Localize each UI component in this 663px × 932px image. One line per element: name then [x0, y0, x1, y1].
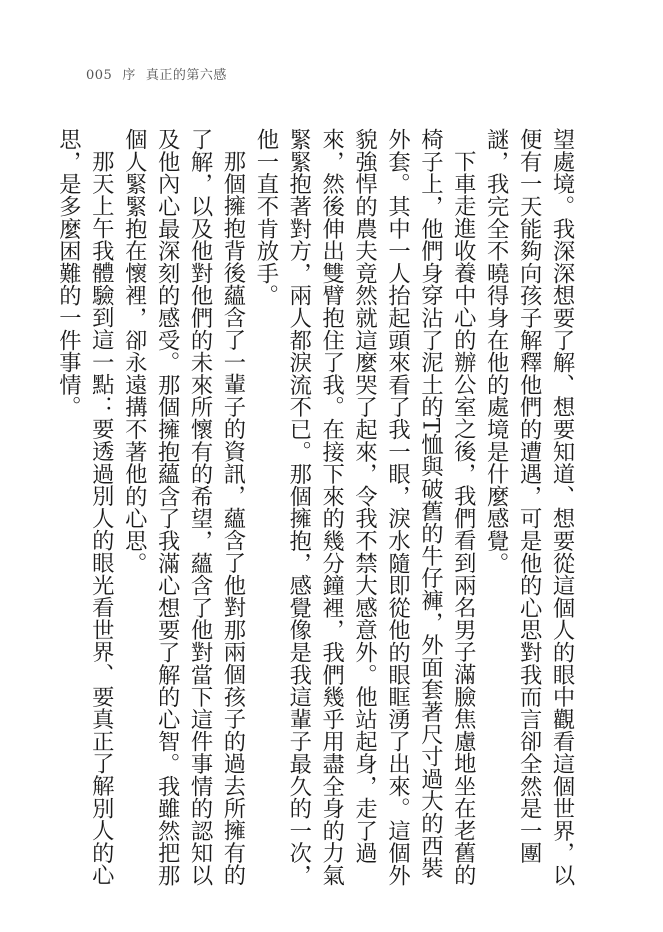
body-text — [55, 128, 578, 888]
paragraph-2: 下車走進收養中心的辦公室之後，我們看到兩名男子滿臉焦慮地坐在老舊的椅子上，他們身穿沾了泥土的T恤與破舊的牛仔褲，外面套著尺寸過大的西裝外套。其中一人抬起頭來看了我一眼，淚水隨即從他的眼眶湧了出來。這個外貌強悍的農夫竟然就這麼哭了起來，令我不禁大感意外。他站起身，走了過來，然後伸出雙臂抱住了我。在接下來的幾分鐘裡，我們幾乎用盡全身的力氣緊緊抱著對方，兩人都淚流不已。那個擁抱，感覺像是我這輩子最久的一次，他一直不肯放手。 — [252, 128, 477, 887]
paragraph-4: 那天上午我體驗到這一點：要透過別人的眼光看世界、要真正了解別人的心思，是多麼困難的一件事情。 — [55, 128, 115, 887]
paragraph-1: 望處境。我深深想要了解、想要知道、想要從這個人的眼中觀看這個世界，以便有一天能夠向孩子解釋他們的遭遇，可是他的心思對我而言卻全然是一團謎，我完全不曉得身在他的處境是什麼感覺。 — [483, 128, 575, 887]
chapter-title: 真正的第六感 — [145, 68, 227, 83]
section-label: 序 — [122, 68, 136, 83]
running-header — [86, 64, 227, 83]
paragraph-3: 那個擁抱背後蘊含了一輩子的資訊，蘊含了他對那兩個孩子的過去所擁有的了解，以及他對他們的未來所懷有的希望，蘊含了他對當下這件事情的認知以及他內心最深刻的感受。那個擁抱蘊含了我滿心想要了解的心智。我雖然把那個人緊緊抱在懷裡，卻永遠搆不著他的心思。 — [121, 128, 246, 887]
page-number: 005 — [86, 68, 113, 83]
